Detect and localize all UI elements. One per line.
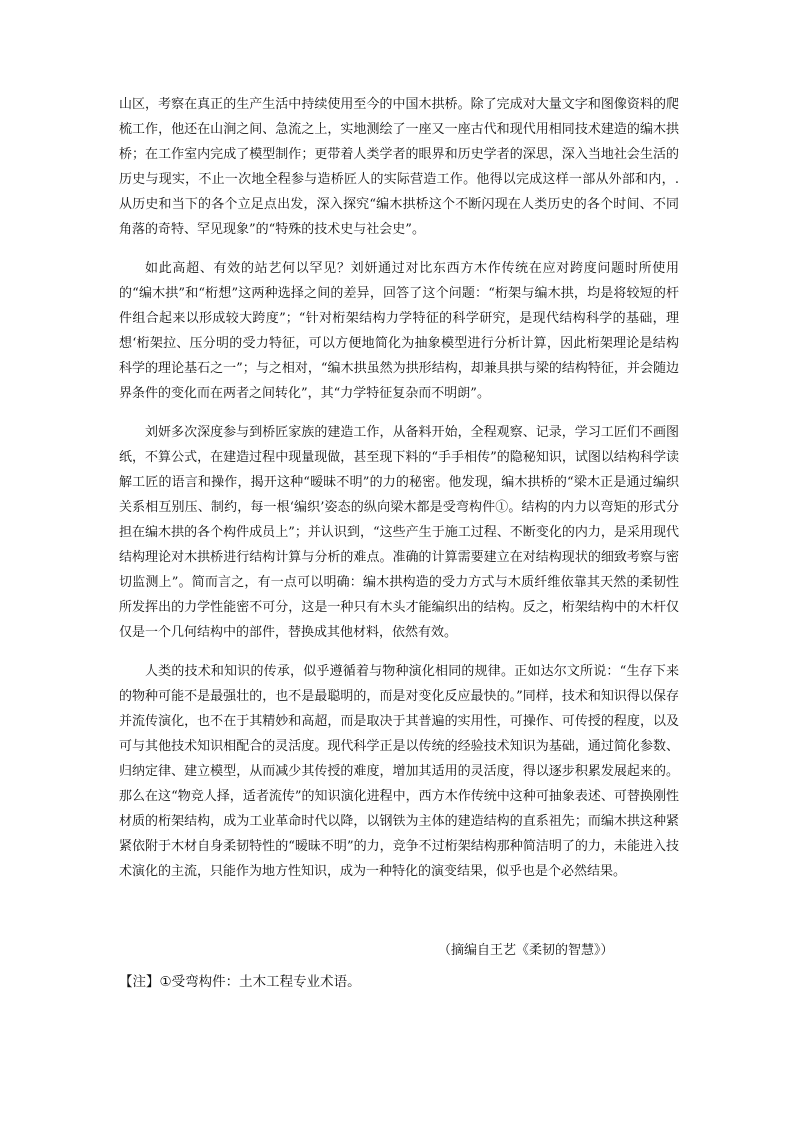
paragraph-3: 刘妍多次深度参与到桥匠家族的建造工作，从备料开始，全程观察、记录，学习工匠们不画图纸，不算公式，在建造过程中现量现做，甚至现下料的“手手相传”的隐秘知识，试图以结构科学读解工匠的语言和操作，揭开这种“暧昧不明”的力的秘密。他发现，编木拱桥的“梁木正是通过编织关系相互别压、制约，每一根‘编织’姿态的纵向梁木都是受弯构件①。结构的内力以弯矩的形式分担在编木拱的各个构件成员上”；并认识到，“这些产生于施工过程、不断变化的内力，是采用现代结构理论对木拱桥进行结构计算与分析的难点。准确的计算需要建立在对结构现状的细致考察与密切监测上”。简而言之，有一点可以明确：编木拱构造的受力方式与木质纤维依靠其天然的柔韧性所发挥出的力学性能密不可分，这是一种只有木头才能编织出的结构。反之，桁架结构中的木杆仅仅是一个几何结构中的部件，替换成其他材料，依然有效。 xyxy=(119,425,679,640)
footnote: 【注】①受弯构件：土木工程专业术语。 xyxy=(119,974,361,990)
paragraph-1: 山区，考察在真正的生产生活中持续使用至今的中国木拱桥。除了完成对大量文字和图像资料的爬梳工作，他还在山涧之间、急流之上，实地测绘了一座又一座古代和现代用相同技术建造的编木拱桥；在工作室内完成了模型制作；更带着人类学者的眼界和历史学者的深思，深入当地社会生活的历史与现实，不止一次地全程参与造桥匠人的实际营造工作。他得以完成这样一部从外部和内，.从历史和当下的各个立足点出发，深入探究“编木拱桥这个不断闪现在人类历史的各个时间、不同角落的奇特、罕见现象”的“特殊的技术史与社会史”。 xyxy=(119,97,679,237)
source-citation: （摘编自王艺《柔韧的智慧》） xyxy=(438,943,614,958)
paragraph-2: 如此高超、有效的站艺何以罕见？刘妍通过对比东西方木作传统在应对跨度问题时所使用的“编木拱”和“桁想”这两种选择之间的差异，回答了这个问题：“桁架与编木拱，均是将较短的杆件组合起来以形成较大跨度”；“针对桁架结构力学特征的科学研究，是现代结构科学的基础，理想‘桁架拉、压分明的受力特征，可以方便地简化为抽象模型进行分析计算，因此桁架理论是结构科学的理论基石之一”；与之相对，“编木拱虽然为拱形结构，却兼具拱与梁的结构特征，并会随边界条件的变化而在两者之间转化”，其“力学特征复杂而不明朗”。 xyxy=(119,261,679,401)
article-body xyxy=(119,92,679,898)
paragraph-4: 人类的技术和知识的传承，似乎遵循着与物种演化相同的规律。正如达尔文所说：“生存下来的物种可能不是最强壮的，也不是最聪明的，而是对变化反应最快的。”同样，技术和知识得以保存并流传演化，也不在于其精妙和高超，而是取决于其普遍的实用性，可操作、可传授的程度，以及可与其他技术知识相配合的灵活度。现代科学正是以传统的经验技术知识为基础，通过简化参数、归纳定律、建立模型，从而减少其传授的难度，增加其适用的灵活度，得以逐步积累发展起来的。那么在这“物竞人择，适者流传”的知识演化进程中，西方木作传统中这种可抽象表述、可替换刚性材质的桁架结构，成为工业革命时代以降，以钢铁为主体的建造结构的直系祖先；而编木拱这种紧紧依附于木材自身柔韧特性的“暧昧不明”的力，竞争不过桁架结构那种简洁明了的力，未能进入技术演化的主流，只能作为地方性知识，成为一种特化的演变结果，似乎也是个必然结果。 xyxy=(119,664,679,879)
